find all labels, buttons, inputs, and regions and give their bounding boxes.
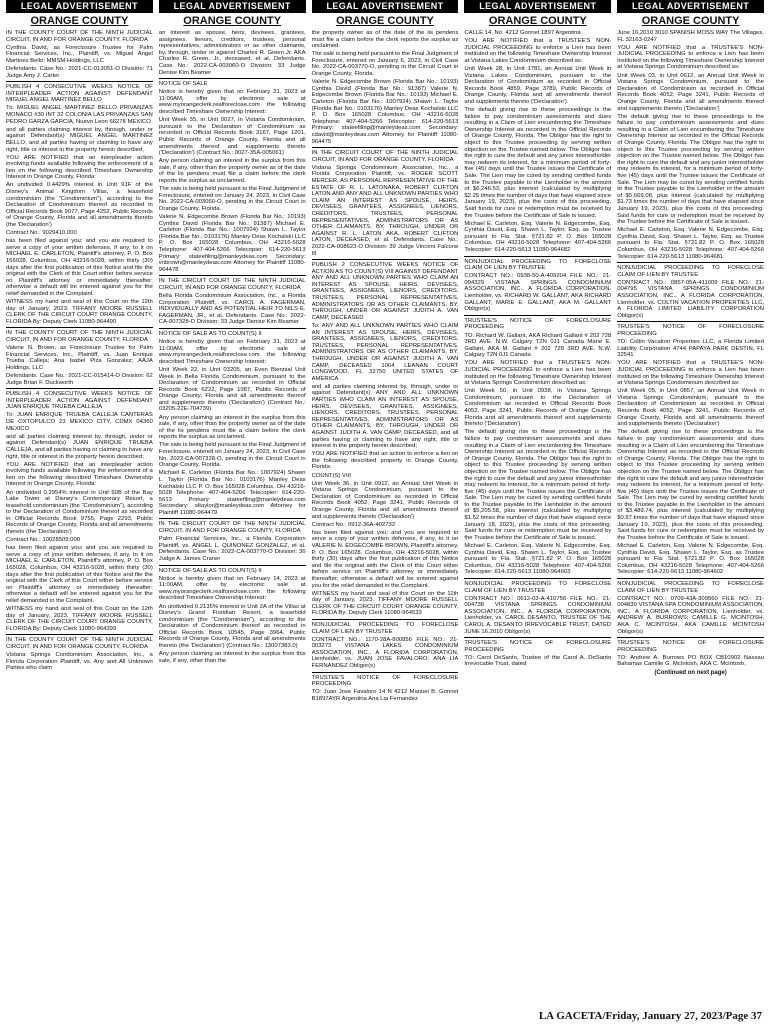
notice-paragraph: The default giving rise to these proceedings is the failure to pay condominium assessments and dues resulting in a Claim of Lien encumbering the Timeshare Ownership Interest as recorded in the Official Records of Orange County, Florida. The Obligor has the right to object to this Trustee proceeding by serving written objection on the Trustee named below. The Obligor has the right to cure the default and any junior interestholder may redeem its interest, for a minimum period of forty-five (45) days until the Trustee issues the Certificate of Sale. The Lien may be cured by sending certified funds to the Trustee payable to the Lienholder in the amount of $5,205.58, plus interest (calculated by multiplying $1.52 times the number of days that have elapsed since January 18, 2023), plus the costs of this proceeding. Said funds for cure or redemption must be received by the Trustee before the Certificate of Sale is issued. [464, 429, 612, 541]
column-1 [6, 0, 153, 1012]
notice-paragraph: Contract No.: 9029410.000 [6, 230, 77, 237]
notice-paragraph: Unit Week 05, in Unit 0857, an Annual Unit Week in Vistana Springs Condominium, pursuant to the Declaration of Condominium as recorded in Official Records Book 4052, Page 3241, Public Records of Orange County, Florida and all amendments thereof and supplements thereto ('Declaration') [617, 388, 764, 428]
notice-paragraph: IN THE COUNTY COURT OF THE NINTH JUDICIAL CIRCUIT, IN AND FOR ORANGE COUNTY, FLORIDA [6, 30, 153, 43]
legal-notice [464, 259, 611, 313]
notice-paragraph: YOU ARE NOTIFIED that an interpleader action involving funds available following the enforcement of a lien on the following described Timeshare Ownership Interest in Orange County, Florida: [6, 154, 153, 181]
legal-notice [159, 81, 306, 273]
notice-divider [617, 262, 764, 263]
legal-advertisement-banner: LEGAL ADVERTISEMENT [312, 0, 459, 13]
column-body [159, 30, 306, 1012]
notice-paragraph: TRUSTEE'S NOTICE OF FORECLOSURE PROCEEDING [464, 640, 612, 653]
legal-notice [617, 30, 764, 260]
notice-paragraph: To: ANY AND ALL UNKNOWN PARTIES WHO CLAIM AN INTEREST AS SPOUSE, HEIRS, DEVISEES, GRANTEES, ASSIGNEES, LIENORS, CREDITORS, TRUSTEES, PERSONAL REPRESENTATIVES, ADMINISTRATORS OR AS OTHER CLAIMANTS, BY, THROUGH, UNDER OR AGAINST JUDITH A. VAN CAMP, DECEASED 1064 LEANAN COURT LONGWOOD, FL 32750 UNITED STATES OF AMERICA [311, 322, 459, 382]
legal-notice [6, 637, 153, 671]
notice-paragraph: Michael E. Carleton, Esq. Valerie N. Edgecombe, Esq. Cynthia David, Esq. Shawn L. Taylor, Esq. as Trustee pursuant to Fla. Stat. §721.82 P. O. Box 165028 Columbus, OH 43216-5028 Telephone: 407-404-5266 Telecopier: 614-220-5613 11080-964603 [464, 542, 612, 576]
notice-paragraph: Notice is hereby given that on February 21, 2023 at 11:00AM, offer by electronic sale at www.myorangeclerk.realforeclose.com the following described Timeshare Ownership Interest: [158, 339, 306, 365]
notice-paragraph: WITNESS my hand and seal of this Court on the 12th day of January, 2023. TIFFANY MOORE RUSSELL CLERK OF THE CIRCUIT COURT ORANGE COUNTY, FLORIDA By: Deputy Clerk 11080-964490 [6, 299, 153, 325]
notice-paragraph: The sale is being held pursuant to the Final Judgment of Foreclosure, entered on January 24, 2023, in Civil Case No. 2022-CA-007328-O, pending in the Circuit Court in Orange County, Florida. [158, 442, 306, 469]
notice-paragraph: To: MIGUEL ANGEL MARTINEZ BELLO PRIVANZAS MONACO #30 INT 32 COLONIA LAS PRIVANZAS SAN PEDRO GARZA GARCIA, Nuevo Leon 66278 MEXICO [6, 105, 153, 125]
columns [6, 0, 764, 1012]
notice-paragraph: TO: Richard W. Gallant, AKA Richard Gallant # 202 728 3RD AVE. N.W. Calgary T2N 0J1 Canada Marie E. Gallant, AKA M. Gallant # 202 728 3RD AVE. N.W. Calgary T2N 0J1 Canada [464, 332, 612, 359]
notice-divider [159, 565, 306, 566]
column-3 [312, 0, 459, 1012]
notice-paragraph: Defendants. Case No.: 2021-CC-015414-O Division: 62 Judge Brian F. Duckworth [6, 373, 153, 386]
notice-paragraph: Unit Week 28, in Unit 1781, an Annual Unit Week in Vistana Lakes Condominium, pursuant to the Declaration of Condominium as recorded in Official Records Book 4859, Page 3789, Public Records of Orange County, Florida and all amendments thereof and supplements thereto ('Declaration') [464, 65, 612, 105]
legal-notice [6, 30, 153, 79]
notice-paragraph: CONTRACT NO.: 0938-50-A-409204 FILE NO.: 21-004329 VISTANA SPRINGS CONDOMINIUM ASSOCIATION, INC., A FLORIDA CORPORATION, Lienholder, vs. RICHARD W. GALLANT, AKA RICHARD GALLANT; MARIE E. GALLANT, AKA M. GALLANT Obligor(s) [464, 273, 612, 313]
notice-paragraph: Vistana Springs Condominium Association, Inc., a Florida Corporation Plaintiff, vs. Any and All Unknown Parties who claim [6, 652, 153, 672]
legal-notice [312, 262, 459, 617]
notice-paragraph: June 16,2010 3010 SPANISH MOSS WAY The Villages, FL 32163-0247 [617, 30, 764, 43]
notice-paragraph: NOTICE OF SALE AS TO COUNT(S) II [158, 330, 262, 337]
legal-notice [312, 622, 459, 670]
notice-paragraph: WITNESS my hand and seal of this Court on the 11th day of January, 2023. TIFFANY MOORE RUSSELL CLERK OF THE CIRCUIT COURT ORANGE COUNTY, FLORIDA By: Deputy Clerk 11080-964533 [311, 590, 459, 617]
notice-divider [617, 321, 764, 322]
legal-notice [6, 391, 153, 632]
legal-notice [159, 30, 306, 76]
notice-paragraph: IN THE COUNTY COURT OF THE NINTH JUDICIAL CIRCUIT, IN AND FOR ORANGE COUNTY, FLORIDA [6, 330, 153, 344]
notice-paragraph: IN THE CIRCUIT COURT OF THE NINTH JUDICIAL CIRCUIT, IN AND FOR ORANGE COUNTY, FLORIDA [158, 278, 306, 291]
notice-paragraph: An undivided 0.2954% interest in Unit 60B of the Bay Lake Tower at Disney's Contemporary Resort, a leasehold condominium (the "Condominium"), according to the Declaration of Condominium thereof as recorded in Official Records Book 9755, Page 2293, Public Records of Orange County, Florida and all amendments thereto (the 'Declaration') [6, 489, 153, 536]
page-footer: LA GACETA/Friday, January 27, 2023/Page 37 [538, 1010, 762, 1022]
notice-paragraph: An undivided 0.4429% interest in Unit 91F of the Disney's Animal Kingdom Villas, a leasehold condominium (the "Condominium"), according to the Declaration of Condominium thereof as recorded in Official Records Book 9077, Page 4252, Public Records of Orange County, Florida and all amendments thereto (the 'Declaration') [6, 182, 153, 229]
notice-paragraph: Unit Week 35, in Unit 0027, in Vistana Condominium, pursuant to the Declaration of Condominium as recorded in Official Records Book 3167, Page 1201, Public Records of Orange County, Florida and all amendments thereof and supplements thereto ('Declaration') (Contract No.: 0027-35A-005061) [158, 117, 306, 157]
notice-paragraph: Unit Week 36, in Unit 0912, an Annual Unit Week in Vistana Springs Condominium, pursuant to the Declaration of Condominium as recorded in Official Records Book 4052, Page 3241, Public Records of Orange County, Florida and all amendments thereof and supplements thereto ('Declaration') [311, 480, 459, 520]
legal-advertisement-banner: LEGAL ADVERTISEMENT [159, 0, 306, 13]
notice-paragraph: To: JUAN ENRIQUE TRUEBA CALLEJA CANTERAS DE OXTOPULCO 23 MEXICO CITY, CDMX 04360 MEXICO [6, 412, 153, 432]
notice-divider [617, 637, 764, 638]
notice-divider [464, 637, 611, 638]
notice-paragraph: TRUSTEE'S NOTICE OF FORECLOSURE PROCEEDING [311, 674, 459, 688]
notice-paragraph: TO: Juan Jose Favaloro 14 N 4212 Manuel B. Gonnet B1897AYR Argentina Ana Lia Fernandez [311, 689, 459, 702]
notice-divider [617, 578, 764, 579]
notice-divider [464, 256, 611, 257]
column-body [464, 30, 611, 1012]
column-body [312, 30, 459, 1012]
notice-divider [6, 327, 153, 328]
continued-note: (Continued on next page) [654, 669, 727, 676]
notice-paragraph: Contract No.: 10028509.000 [6, 537, 81, 544]
legal-notice [464, 30, 611, 254]
notice-paragraph: Notice is hereby given that on February 21, 2023 at 11:00AM, offer by electronic sale at www.myorangeclerk.realforeclose.com the following described Timeshare Ownership Interest: [158, 89, 306, 116]
notice-paragraph: TRUSTEE'S NOTICE OF FORECLOSURE PROCEEDING [617, 324, 764, 338]
notice-paragraph: Valerie N. Brown, as Foreclosure Trustee for Palm Financial Services, Inc., Plaintiff, vs. Juan Enrique Trueba Calleja; Ana Isabel Plza Gonzalez; AAJA Holdings, LLC [6, 345, 153, 371]
notice-divider [312, 672, 459, 673]
notice-paragraph: Michael E. Carleton (Florida Bar No.: 1007924) Shawn L. Taylor (Florida Bar No.: 0103176) Manley Deas Kochalski LLC P. O. Box 165028 Columbus, OH 43216-5028 Telephone: 407-404-5266 Telecopier: 614-220-5613 Primary: stateefiling@manleydeas.com Secondary: sltaylor@manleydeas.com Attorney for Plaintiff 11080-964479 [158, 470, 306, 516]
legal-advertisement-banner: LEGAL ADVERTISEMENT [617, 0, 764, 13]
notice-paragraph: CONTRACT NO.: 0709-43A-309560 FILE NO.: 21-004839 VISTANA SPA CONDOMINIUM ASSOCIATION, INC., A FLORIDA CORPORATION, Lienholder, vs. ANDREW A. BURROWS; CAMILLE G. MCINTOSH, AKA C. MCINTOSH, AKA CAMILLE MCINTOSH Obligor(s) [617, 595, 764, 635]
column-body [617, 30, 764, 1012]
notice-divider [312, 619, 459, 620]
notice-paragraph: The default giving rise to these proceedings is the failure to pay condominium assessments and dues resulting in a Claim of Lien encumbering the Timeshare Ownership Interest as recorded in the Official Records of Orange County, Florida. The Obligor has the right to object to this Trustee proceeding by serving written objection on the Trustee named below. The Obligor has the right to cure the default and any junior interestholder may redeem its interest, for a minimum period of forty-five (45) days until the Trustee issues the Certificate of Sale. The Lien may be cured by sending certified funds to the Trustee payable to the Lienholder in the amount of $5,669.08, plus interest (calculated by multiplying $1.73 times the number of days that have elapsed since January 19, 2023), plus the costs of this proceeding. Said funds for cure or redemption must be received by the Trustee before the Certificate of Sale is issued. [617, 113, 764, 226]
county-heading: ORANGE COUNTY [336, 15, 434, 27]
notice-paragraph: Cynthia David, as Foreclosure Trustee for Palm Financial Services, Inc., Plaintiff, vs. Miguel Angel Martinez Bello; MMSM Holdings, LLC [6, 44, 153, 64]
notice-paragraph: Unit Week 22, in Unit 03205, an Even Biennial Unit Week in Bella Florida Condominium, pursuant to the Declaration of Condominium as recorded in Official Records Book 6222, Page 1987, Public Records of Orange County, Florida and all amendments thereof and supplements thereto ('Declaration') (Contract No.: 03205-22E-704739) [158, 366, 306, 413]
notice-paragraph: YOU ARE NOTIFIED that an action to enforce a lien on the following described property in Orange County, Florida: [311, 451, 459, 471]
notice-paragraph: Notice is hereby given that on February 14, 2023 at 11:00AM, offer by electronic sale at www.myorangeclerk.realforeclose.com the following described Timeshare Ownership Interest: [158, 575, 306, 602]
notice-paragraph: the property owner as of the date of the lis pendens must file a claim before the clerk reports the surplus as unclaimed. [311, 30, 459, 50]
notice-paragraph: YOU ARE NOTIFIED that an interpleader action involving funds available following the enforcement of a lien on the following described Timeshare Ownership Interest in Orange County, Florida: [6, 461, 153, 488]
notice-paragraph: The default giving rise to these proceedings is the failure to pay condominium assessments and dues resulting in a Claim of Lien encumbering the Timeshare Ownership Interest as recorded in the Official Records of Orange County, Florida. The Obligor has the right to object to this Trustee proceeding by serving written objection on the Trustee named below. The Obligor has the right to cure the default and any junior interestholder may redeem its interest, for a minimum period of forty-five (45) days until the Trustee issues the Certificate of Sale. The Lien may be cured by sending certified funds to the Trustee payable to the Lienholder in the amount of $6,246.53, plus interest (calculated by multiplying $2.25 times the number of days that have elapsed since January 19, 2023), plus the costs of this proceeding. Said funds for cure or redemption must be received by the Trustee before the Certificate of Sale is issued. [464, 107, 612, 219]
notice-divider [6, 634, 153, 635]
notice-paragraph: The default giving rise to these proceedings is the failure to pay condominium assessments and dues resulting in a Claim of Lien encumbering the Timeshare Ownership Interest as recorded in the Official Records of Orange County, Florida. The Obligor has the right to object to this Trustee proceeding by serving written objection on the Trustee named below. The Obligor has the right to cure the default and any junior interestholder may redeem its interest, for a minimum period of forty-five (45) days until the Trustee issues the Certificate of Sale. The Lien may be cured by sending certified funds to the Trustee payable to the Lienholder in the amount of $3,489.74, plus interest (calculated by multiplying $0.97 times the number of days that have elapsed since January 19, 2023), plus the costs of this proceeding. Said funds for cure or redemption must be received by the Trustee before the Certificate of Sale is issued. [617, 429, 764, 541]
notice-paragraph: Contract No.: 0912-36A-402732 [311, 521, 396, 528]
notice-paragraph: CALLE 14, No. 4212 Gonnet 1897 Argentina [464, 30, 581, 36]
notice-paragraph: NONJUDICIAL PROCEEDING TO FORECLOSE CLAIM OF LIEN BY TRUSTEE [464, 580, 612, 594]
legal-notice [617, 265, 764, 319]
notice-paragraph: CONTRACT NO.: 0857-05A-411009 FILE NO.: 21-004795 VISTANA SPRINGS CONDOMINIUM ASSOCIATION, INC., A FLORIDA CORPORATION, Lienholder, vs. COLTIN VACATION PROPERTIES LLC, A FLORIDA LIMITED LIABILITY CORPORATION Obligor(s) [617, 279, 764, 319]
notice-paragraph: COUNT(S) VIII [311, 472, 351, 479]
notice-divider [159, 275, 306, 276]
notice-paragraph: NONJUDICIAL PROCEEDING TO FORECLOSE CLAIM OF LIEN BY TRUSTEE [617, 265, 764, 278]
notice-divider [159, 78, 306, 79]
notice-paragraph: has been filed against you; and you are required to serve a copy of your written defenses, if any, to it on MICHAEL E. CARLETON, Plaintiff's attorney, P. O. Box 165028, Columbus, OH 43216-5028, within thirty (30) days after the first publication of this Notice and file the original with the Clerk of this Court either before service on Plaintiff's attorney or immediately thereafter; otherwise a default will be entered against you for the relief demanded in the Complaint. [6, 545, 153, 604]
legal-notice [617, 324, 764, 575]
county-heading: ORANGE COUNTY [183, 15, 282, 27]
county-heading: ORANGE COUNTY [488, 15, 587, 27]
notice-divider [464, 578, 611, 579]
column-4 [464, 0, 611, 1012]
legal-notice [464, 318, 611, 576]
notice-paragraph: Any person claiming an interest in the surplus from this sale, if any, other than the property owner as of the date of the lis pendens must file a claim before the clerk reports the surplus as unclaimed. [158, 414, 306, 441]
notice-paragraph: has been filed against you; and you are required to serve a copy of your written defenses, if any, to it on VALERIE N. EDGECOMBE BROWN, Plaintiff's attorney, P. O. Box 165028, Columbus, OH 43216-5028, within thirty (30) days after the first publication of this Notice and file the original with the Clerk of this Court either before service on Plaintiff's attorney or immediately thereafter; otherwise a default will be entered against you for the relief demanded in the Complaint. [311, 529, 459, 589]
notice-paragraph: YOU ARE NOTIFIED that a TRUSTEE'S NON-JUDICIAL PROCEEDING to enforce a Lien has been instituted on the following Timeshare Ownership Interest at Vistana Springs Condominium described as: [617, 44, 764, 71]
notice-paragraph: IN THE CIRCUIT COURT OF THE NINTH JUDICIAL CIRCUIT, IN AND FOR ORANGE COUNTY, FLORIDA [158, 521, 306, 535]
legal-advertisement-banner: LEGAL ADVERTISEMENT [6, 0, 153, 13]
legal-notice [312, 30, 459, 145]
notice-paragraph: NOTICE OF SALE AS TO COUNT(S) II [158, 567, 262, 574]
legal-notice [312, 675, 459, 703]
legal-notice [464, 640, 611, 668]
notice-paragraph: Valerie N. Edgecombe Brown (Florida Bar No.: 10193) Cynthia David (Florida Bar No.: 91387) Valerie N. Edgecombe Brown (Florida Bar No.: 10193) Michael E. Carleton (Florida Bar No.: 1007924) Shawn L. Taylor (Florida Bar No.: 0103176) Manley Deas Kochalski LLC P. O. Box 165028 Columbus, OH 43216-5028 Telephone: 407-404-5266 Telecopier: 614-220-5613 Primary: stateefiling@manleydeas.com Secondary: cdavid@manleydeas.com Attorney for Plaintiff 11080-964475 [311, 79, 459, 145]
column-body [6, 30, 153, 1012]
notice-divider [312, 259, 459, 260]
column-5 [617, 0, 764, 1012]
county-heading: ORANGE COUNTY [641, 15, 740, 27]
notice-paragraph: Michael E. Carleton, Esq. Valerie N. Edgecombe, Esq. Cynthia David, Esq. Shawn L. Taylor, Esq. as Trustee pursuant to Fla. Stat. §721.82 P. O. Box 165028 Columbus, OH 43216-5028 Telephone: 407-404-5266 Telecopier: 614-220-5613 11080-964681 [617, 227, 764, 260]
notice-paragraph: CONTRACT NO.: 0612-03-A-410756 FILE NO.: 21-004738 VISTANA SPRINGS CONDOMINIUM ASSOCIATION, INC., A FLORIDA CORPORATION, Lienholder, vs. CAROL DESANTO, TRUSTEE OF THE CAROL A. DESANTO IRREVOCABLE TRUST, DATED JUNE 16,2010 Obligor(s) [464, 595, 612, 635]
notice-paragraph: NOTICE OF SALE [158, 81, 208, 88]
notice-paragraph: IN THE CIRCUIT COURT OF THE NINTH JUDICIAL CIRCUIT, IN AND FOR ORANGE COUNTY, FLORIDA [311, 150, 459, 163]
legal-notice [464, 581, 611, 635]
notice-paragraph: An undivided 0.2135% interest in Unit 2A of the Villas at Disney's Grand Floridian Resort, a leasehold condominium (the "Condominium"), according to the Declaration of Condominium thereof as recorded in Official Records Book 10545, Page 3964, Public Records of Orange County, Florida and all amendments thereto (the 'Declaration') (Contract No.: 13007383.0) [158, 603, 306, 650]
notice-paragraph: and all parties claiming interest by, through, under or against Defendant(s) JUAN ENRIQUE TRUEBA CALLEJA, and all parties having or claiming to have any right, title or interest in the property herein described; [6, 433, 153, 460]
legal-advertisement-banner: LEGAL ADVERTISEMENT [464, 0, 611, 13]
notice-divider [6, 81, 153, 82]
notice-paragraph: and all parties claiming interest by, through, under or against Defendant(s) ANY AND ALL UNKNOWN PARTIES WHO CLAIM AN INTEREST AS SPOUSE, HEIRS, DEVISEES, GRANTEES, ASSIGNEES, LIENORS, CREDITORS, TRUSTEES, PERSONAL REPRESENTATIVES, ADMINISTRATORS OR AS OTHER CLAIMANTS, BY, THROUGH, UNDER OR AGAINST JUDITH A. VAN CAMP, DECEASED, and all parties having or claiming to have any right, title or interest in the property herein described; [311, 383, 459, 450]
notice-paragraph: TRUSTEE'S NOTICE OF FORECLOSURE PROCEEDING [617, 640, 764, 653]
legal-notice [312, 150, 459, 257]
notice-paragraph: TO: Carol DeSanto, Trustee of the Carol A. DeSanto Irrevocable Trust, dated [464, 654, 612, 668]
notice-divider [159, 328, 306, 329]
legal-notice [6, 330, 153, 386]
notice-paragraph: Any person claiming an interest in the surplus from this sale, if any, other than the property owner as of the date of the lis pendens must file a claim before the clerk reports the surplus as unclaimed. [158, 158, 306, 184]
notice-paragraph: YOU ARE NOTIFIED that a TRUSTEE'S NON-JUDICIAL PROCEEDING to enforce a Lien has been instituted on the following Timeshare Ownership Interest at Vistana Springs Condominium described as: [464, 360, 612, 387]
notice-paragraph: NONJUDICIAL PROCEEDING TO FORECLOSE CLAIM OF LIEN BY TRUSTEE [311, 621, 459, 635]
notice-paragraph: Any person claiming an interest in the surplus from this sale, if any, other than the [158, 651, 306, 664]
legal-notice [159, 278, 306, 326]
notice-paragraph: NONJUDICIAL PROCEEDING TO FORECLOSE CLAIM OF LIEN BY TRUSTEE [464, 258, 612, 272]
notice-paragraph: The sale is being held pursuant to the Final Judgment of Foreclosure, entered on January 24, 2023, in Civil Case No. 2022-CA-003060-O, pending in the Circuit Court in Orange County, Florida. [158, 186, 306, 212]
column-2 [159, 0, 306, 1012]
notice-paragraph: Unit Week 50, in Unit 0938, in Vistana Springs Condominium, pursuant to the Declaration of Condominium as recorded in Official Records Book 4052, Page 3241, Public Records of Orange County, Florida and all amendments thereof and supplements thereto ('Declaration') [464, 388, 612, 428]
notice-divider [6, 388, 153, 389]
notice-paragraph: IN THE COUNTY COURT OF THE NINTH JUDICIAL CIRCUIT, IN AND FOR ORANGE COUNTY, FLORIDA [6, 637, 153, 651]
notice-paragraph: TRUSTEE'S NOTICE OF FORECLOSURE PROCEEDING [464, 317, 612, 331]
notice-paragraph: Defendants. Case No.: 2021-CC-013051-O Division: 71 Judge Amy J. Carter [6, 65, 153, 79]
notice-paragraph: YOU ARE NOTIFIED that a TRUSTEE'S NON-JUDICIAL PROCEEDING to enforce a Lien has been instituted on the following Timeshare Ownership Interest at Vistana Lakes Condominium described as: [464, 38, 612, 64]
notice-paragraph: Palm Financial Services, Inc., a Florida Corporation Plaintiff, vs. ANGEL L. QUINONEZ GONZALEZ, et al. Defendants. Case No.: 2022-CA-003770-O Division: 36 Judge A. James Craner [158, 536, 306, 562]
legal-notice [617, 640, 764, 668]
notice-paragraph: CONTRACT NO.: 1170-28A-800856 FILE NO.: 21-003273 VISTANA LAKES CONDOMINIUM ASSOCIATION, INC., A FLORIDA CORPORATION, Lienholder, vs. JUAN JOSE FAVALORO; ANA LIA FERNANDEZ Obligor(s) [311, 636, 459, 670]
notice-divider [312, 147, 459, 148]
notice-paragraph: WITNESS my hand and seal of this Court on the 12th day of January, 2023. TIFFANY MOORE RUSSELL CLERK OF THE CIRCUIT COURT ORANGE COUNTY, FLORIDA By: Deputy Clerk 11080-964399 [6, 606, 153, 632]
notice-paragraph: Vistana Springs Condominium Association, Inc., a Florida Corporation Plaintiff, vs. ROGER SCOTT MERCER, AS PERSONAL REPRESENTATIVE OF THE ESTATE OF R. L. LATONAKA, ROBERT CLIFTON LATON AND ANY AND ALL UNKNOWN PARTIES WHO CLAIM AN INTEREST AS SPOUSE, HEIRS, DEVISEES, GRANTEES, ASSIGNEES, LIENORS, CREDITORS, TRUSTEES, PERSONAL REPRESENTATIVES, ADMINISTRATORS OR AS OTHER CLAIMANTS, BY, THROUGH, UNDER OR AGAINST R. L. LATON AKA, ROBERT CLIFTON LATON, DECEASED, et al. Defendants. Case No.: 2022-CA-008623-O Division: 39 Judge Vincent Falcone III [311, 164, 459, 257]
legal-notice [159, 568, 306, 665]
county-heading: ORANGE COUNTY [30, 15, 129, 27]
notice-paragraph: an interest as spouse, heirs, devisees, grantees, assignees, lienors, creditors, trustees, personal representatives, administrators or as other claimants, by, through, under or against Charles R. Green Jr. AKA Charles R. Green, Jr., deceased, et al. Defendants. Case No.: 2022-CA-003060-O Division: 33 Judge Denise Kim Beamer [158, 30, 306, 76]
notice-divider [159, 518, 306, 519]
legal-notice [159, 331, 306, 517]
notice-paragraph: Michael E. Carleton, Esq. Valerie N. Edgecombe, Esq. Cynthia David, Esq. Shawn L. Taylor, Esq. as Trustee pursuant to Fla. Stat. §721.82 P. O. Box 165028 Columbus, OH 43216-5028 Telephone: 407-404-5266 Telecopier: 614-220-5613 11080-964682 [464, 220, 612, 253]
notice-paragraph: has been filed against you; and you are required to serve a copy of your written defenses, if any, to it on MICHAEL E. CARLETON, Plaintiff's attorney, P. O. Box 165028, Columbus, OH 43216-5028, within thirty (30) days after the first publication of this Notice and file the original with the Clerk of this Court either before service on Plaintiff's attorney or immediately thereafter; otherwise a default will be entered against you for the relief demanded in the Complaint. [6, 238, 153, 297]
notice-paragraph: NONJUDICIAL PROCEEDING TO FORECLOSE CLAIM OF LIEN BY TRUSTEE [617, 580, 764, 594]
notice-paragraph: The sale is being held pursuant to the Final Judgment of Foreclosure, entered on January 6, 2023, in Civil Case No. 2022-CA-003770-O, pending in the Circuit Court in Orange County, Florida. [311, 51, 459, 78]
notice-paragraph: PUBLISH 2 CONSECUTIVE WEEKS NOTICE OF ACTION AS TO COUNT(S) VIII AGAINST DEFENDANT ANY AND ALL UNKNOWN PARTIES WHO CLAIM AN INTEREST AS SPOUSE, HEIRS, DEVISEES, GRANTEES, ASSIGNEES, LIENORS, CREDITORS, TRUSTEES, PERSONAL REPRESENTATIVES, ADMINISTRATORS OR AS OTHER CLAIMANTS, BY, THROUGH, UNDER OR AGAINST JUDITH A. VAN CAMP, DECEASED [311, 262, 459, 321]
notice-paragraph: and all parties claiming interest by, through, under or against Defendant(s) MIGUEL ANGEL MARTINEZ BELLO, and all parties having or claiming to have any right, title or interest in the property herein described; [6, 126, 153, 153]
notice-paragraph: Michael E. Carleton, Esq. Valerie N. Edgecombe, Esq. Cynthia David, Esq. Shawn L. Taylor, Esq. as Trustee pursuant to Fla. Stat. §721.82 P. O. Box 165028 Columbus, OH 43216-5028 Telephone: 407-404-5266 Telecopier: 614-220-5613 11080-964602 [617, 542, 764, 576]
notice-paragraph: YOU ARE NOTIFIED that a TRUSTEE'S NON-JUDICIAL PROCEEDING to enforce a Lien has been instituted on the following Timeshare Ownership Interest at Vistana Springs Condominium described as: [617, 360, 764, 387]
notice-paragraph: TO: Andrew A. Burrows PO BOX CB10902 Nassau Bahamas Camille G. McIntosh, AKA C. McIntosh, [617, 654, 764, 668]
legal-notice [159, 521, 306, 562]
legal-notice [6, 84, 153, 325]
notice-paragraph: Bella Florida Condominium Association, Inc., a Florida Corporation Plaintiff, vs. CAROL A. FAGERMAN, INDIVIDUALLY AND AS POTENTIAL HEIR TO NILS E. FAGERMAN, JR., et al. Defendants. Case No.: 2022-CA-007328-O Division: 33 Judge Denise Kim Beamer [158, 292, 306, 326]
notice-divider [464, 315, 611, 316]
notice-paragraph: Unit Week 03, in Unit 0612, an Annual Unit Week in Vistana Springs Condominium, pursuant to the Declaration of Condominium as recorded in Official Records Book 4052, Page 3241, Public Records of Orange County, Florida and all amendments thereof and supplements thereto ('Declaration') [617, 72, 764, 112]
legal-notice [617, 581, 764, 635]
notice-paragraph: Valerie N. Edgecombe Brown (Florida Bar No.: 10193) Cynthia David (Florida Bar No.: 91387) Michael E. Carleton (Florida Bar No.: 1007924) Shawn L. Taylor (Florida Bar No.: 0103176) Manley Deas Kochalski LLC P. O. Box 165028 Columbus, OH 43216-5028 Telephone: 407-404-5266 Telecopier: 614-220-5613 Primary: stateefiling@manleydeas.com Secondary: vnbrown@manleydeas.com Attorney for Plaintiff 11080-964478 [158, 213, 306, 273]
notice-paragraph: PUBLISH 4 CONSECUTIVE WEEKS NOTICE OF INTERPLEADER ACTION AGAINST DEFENDANT JUAN ENRIQUE TRUEBA CALLEJA [6, 391, 153, 411]
notice-paragraph: TO: Coltin Vacation Properties LLC, a Florida Limited Liability Corporation 4744 PAPAYA PARK DESTIN, FL 32541 [617, 339, 764, 359]
notice-paragraph: PUBLISH 4 CONSECUTIVE WEEKS NOTICE OF INTERPLEADER ACTION AGAINST DEFENDANT MIGUEL ANGEL MARTINEZ BELLO [6, 84, 153, 104]
